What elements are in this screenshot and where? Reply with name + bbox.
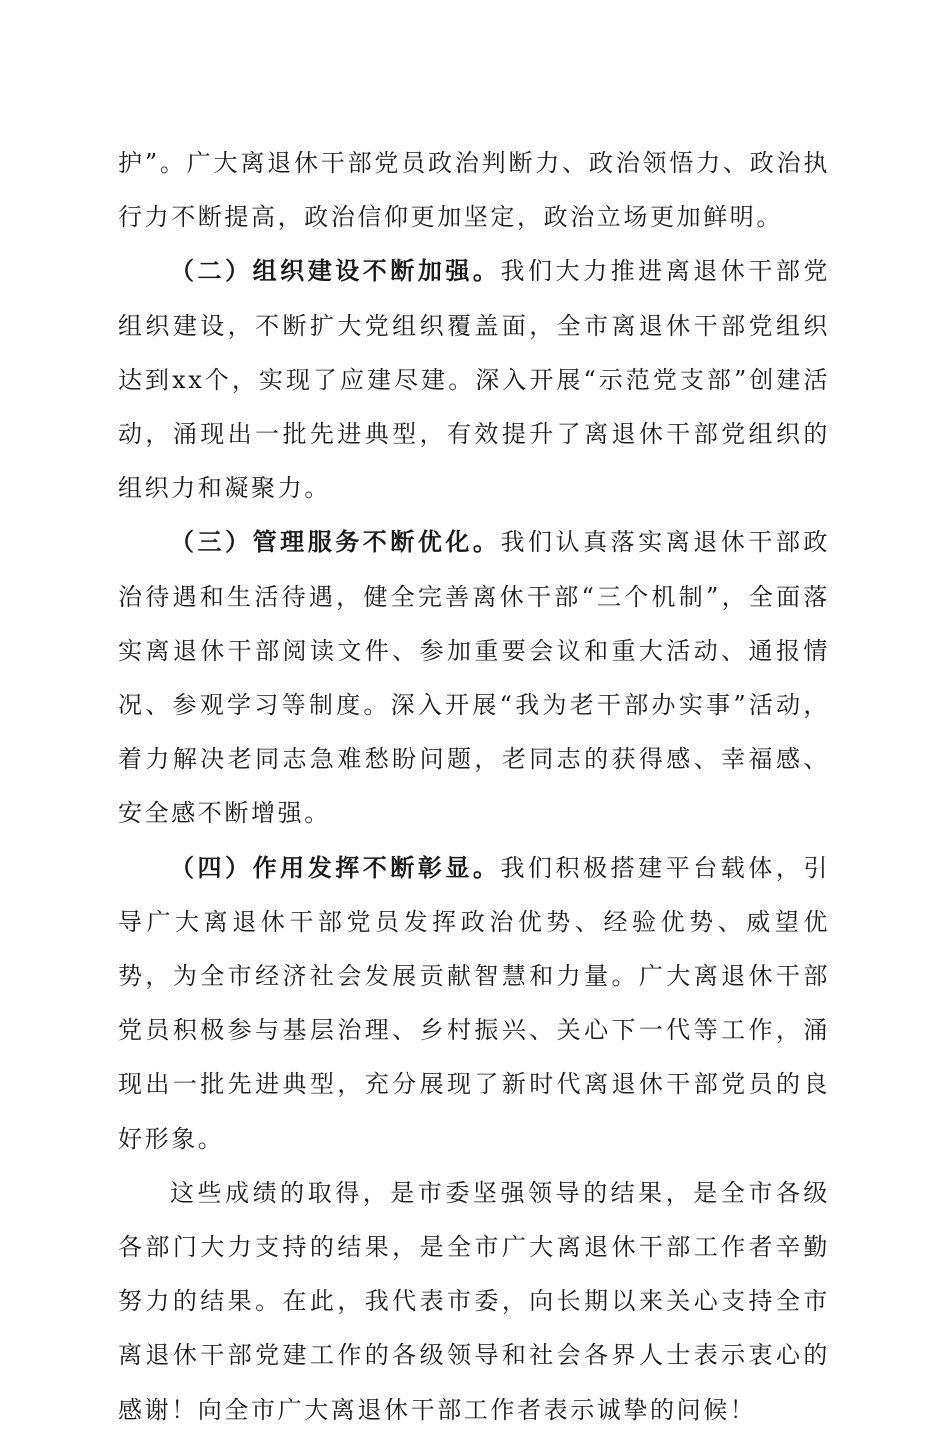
section-heading: （二）组织建设不断加强。 [170,256,501,286]
paragraph-body: 我们认真落实离退休干部政治待遇和生活待遇，健全完善离休干部“三个机制”，全面落实离退休干部阅读文件、参加重要会议和重大活动、通报情况、参观学习等制度。深入开展“我为老干部办实事”活动，着力解决老同志急难愁盼问题，老同志的获得感、幸福感、安全感不断增强。 [118,528,830,828]
paragraph-organization-building [118,244,830,515]
paragraph-body: 这些成绩的取得，是市委坚强领导的结果，是全市各级各部门大力支持的结果，是全市广大离退休干部工作者辛勤努力的结果。在此，我代表市委，向长期以来关心支持全市离退休干部党建工作的各级领导和社会各界人士表示衷心的感谢！向全市广大离退休干部工作者表示诚挚的问候！ [118,1178,830,1424]
section-heading: （四）作用发挥不断彰显。 [170,852,501,882]
paragraph-body: 护”。广大离退休干部党员政治判断力、政治领悟力、政治执行力不断提高，政治信仰更加坚定，政治立场更加鲜明。 [118,149,830,232]
paragraph-management-service [118,515,830,840]
paragraph-acknowledgement [118,1166,830,1437]
section-heading: （三）管理服务不断优化。 [170,527,501,557]
document-body [118,136,830,1437]
paragraph-continuation [118,136,830,244]
paragraph-body: 我们积极搭建平台载体，引导广大离退休干部党员发挥政治优势、经验优势、威望优势，为全市经济社会发展贡献智慧和力量。广大离退休干部党员积极参与基层治理、乡村振兴、关心下一代等工作，涌现出一批先进典型，充分展现了新时代离退休干部党员的良好形象。 [118,853,830,1153]
paragraph-body: 我们大力推进离退休干部党组织建设，不断扩大党组织覆盖面，全市离退休干部党组织达到xx个，实现了应建尽建。深入开展“示范党支部”创建活动，涌现出一批先进典型，有效提升了离退休干部党组织的组织力和凝聚力。 [118,257,830,503]
paragraph-role-playing [118,841,830,1166]
